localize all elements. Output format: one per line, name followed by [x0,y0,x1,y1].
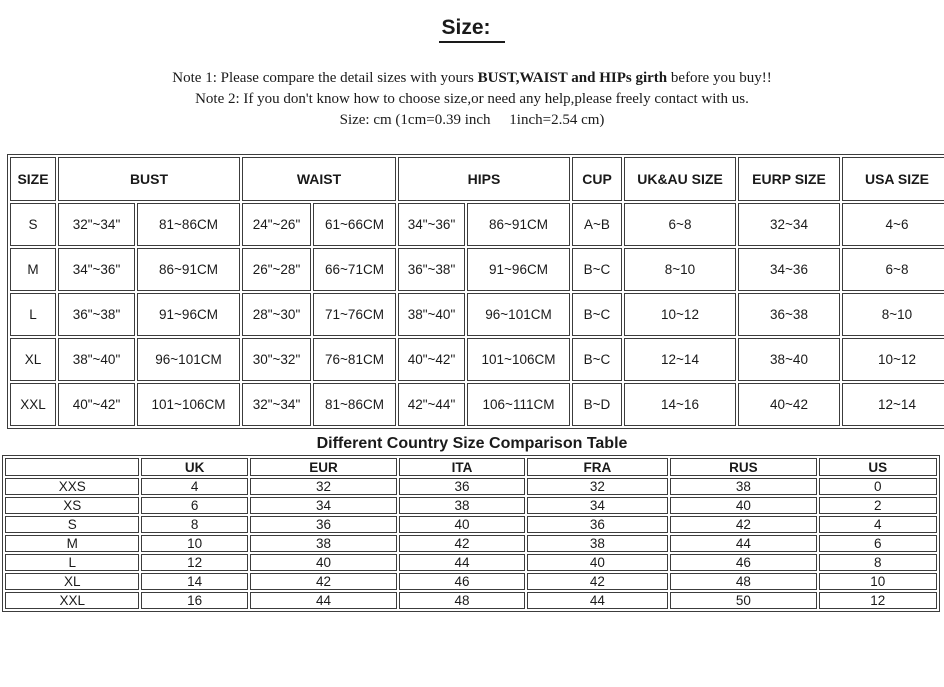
cell-ita: 40 [399,516,524,533]
cell-ita: 46 [399,573,524,590]
cell-rus: 40 [670,497,816,514]
cell-bust-cm: 86~91CM [137,248,240,291]
cell-bust-cm: 96~101CM [137,338,240,381]
cell-bust-cm: 91~96CM [137,293,240,336]
cell-ita: 36 [399,478,524,495]
cell-cup: B~C [572,248,622,291]
cell-hips-cm: 106~111CM [467,383,570,426]
cell-fra: 36 [527,516,668,533]
note-2: Note 2: If you don't know how to choose size,or need any help,please freely contact with us. [195,91,749,107]
cell-rus: 38 [670,478,816,495]
cell-waist-cm: 81~86CM [313,383,396,426]
cell-cup: B~D [572,383,622,426]
cell-waist-cm: 61~66CM [313,203,396,246]
cell-size-label: S [10,203,56,246]
cell-eur: 42 [250,573,397,590]
cell-eurp: 38~40 [738,338,840,381]
note-1-bold: BUST,WAIST and HIPs girth [477,70,668,86]
cell-waist-inch: 26"~28" [242,248,311,291]
header-eur: EUR [250,458,397,476]
note-1-prefix: Note 1: Please compare the detail sizes with yours [172,70,478,86]
cell-us: 12 [819,592,937,609]
header-ita: ITA [399,458,524,476]
table-row [10,203,944,246]
cell-ukau: 10~12 [624,293,736,336]
table-row [5,478,937,495]
cell-size-label: XL [5,573,139,590]
cell-usa: 4~6 [842,203,944,246]
cell-rus: 44 [670,535,816,552]
cell-bust-cm: 81~86CM [137,203,240,246]
cell-size-label: XXL [10,383,56,426]
cell-waist-cm: 71~76CM [313,293,396,336]
cell-ukau: 14~16 [624,383,736,426]
cell-bust-cm: 101~106CM [137,383,240,426]
header-cup: CUP [572,157,622,201]
cell-size-label: XXS [5,478,139,495]
cell-hips-cm: 96~101CM [467,293,570,336]
cell-rus: 50 [670,592,816,609]
cell-hips-cm: 91~96CM [467,248,570,291]
cell-fra: 44 [527,592,668,609]
cell-ita: 48 [399,592,524,609]
table-row [5,516,937,533]
cell-usa: 6~8 [842,248,944,291]
header-hips: HIPS [398,157,570,201]
cell-ita: 42 [399,535,524,552]
cell-fra: 34 [527,497,668,514]
note-units: Size: cm (1cm=0.39 inch 1inch=2.54 cm) [339,112,605,128]
header-rus: RUS [670,458,816,476]
cell-rus: 42 [670,516,816,533]
cell-size-label: XS [5,497,139,514]
header-blank [5,458,139,476]
table-row [10,293,944,336]
cell-hips-inch: 40"~42" [398,338,465,381]
table-row [5,497,937,514]
cell-eurp: 36~38 [738,293,840,336]
cell-eur: 36 [250,516,397,533]
cell-size-label: L [10,293,56,336]
cell-ukau: 8~10 [624,248,736,291]
cell-uk: 8 [141,516,247,533]
cell-uk: 16 [141,592,247,609]
cell-ita: 44 [399,554,524,571]
cell-hips-inch: 38"~40" [398,293,465,336]
cell-ukau: 12~14 [624,338,736,381]
size-table-header-row [10,157,944,201]
cell-ita: 38 [399,497,524,514]
cell-cup: A~B [572,203,622,246]
cell-waist-cm: 76~81CM [313,338,396,381]
cell-uk: 4 [141,478,247,495]
cell-bust-inch: 36"~38" [58,293,135,336]
cell-eur: 32 [250,478,397,495]
cell-eurp: 34~36 [738,248,840,291]
header-fra: FRA [527,458,668,476]
cell-fra: 40 [527,554,668,571]
cell-waist-inch: 30"~32" [242,338,311,381]
cell-usa: 10~12 [842,338,944,381]
cell-fra: 32 [527,478,668,495]
cell-size-label: M [10,248,56,291]
header-bust: BUST [58,157,240,201]
cell-rus: 46 [670,554,816,571]
cell-bust-inch: 34"~36" [58,248,135,291]
cell-fra: 38 [527,535,668,552]
header-eurp-size: EURP SIZE [738,157,840,201]
header-us: US [819,458,937,476]
cell-usa: 12~14 [842,383,944,426]
note-1-suffix: before you buy!! [667,70,772,86]
size-chart-page [0,16,944,612]
cell-hips-inch: 42"~44" [398,383,465,426]
cell-eur: 40 [250,554,397,571]
cell-eur: 38 [250,535,397,552]
cell-cup: B~C [572,293,622,336]
cell-waist-inch: 32"~34" [242,383,311,426]
cell-bust-inch: 38"~40" [58,338,135,381]
header-waist: WAIST [242,157,396,201]
cell-size-label: XL [10,338,56,381]
cell-hips-inch: 36"~38" [398,248,465,291]
cell-bust-inch: 32"~34" [58,203,135,246]
cell-rus: 48 [670,573,816,590]
cell-waist-inch: 28"~30" [242,293,311,336]
cell-us: 0 [819,478,937,495]
header-uk: UK [141,458,247,476]
cell-size-label: L [5,554,139,571]
cell-hips-inch: 34"~36" [398,203,465,246]
cell-size-label: M [5,535,139,552]
cell-hips-cm: 101~106CM [467,338,570,381]
cell-us: 8 [819,554,937,571]
cell-us: 6 [819,535,937,552]
page-title-text: Size: [439,16,504,43]
cell-us: 2 [819,497,937,514]
cell-us: 4 [819,516,937,533]
cell-uk: 10 [141,535,247,552]
cell-hips-cm: 86~91CM [467,203,570,246]
cell-uk: 6 [141,497,247,514]
table-row [10,383,944,426]
header-usa-size: USA SIZE [842,157,944,201]
comparison-table-title: Different Country Size Comparison Table [316,435,628,452]
notes-block [0,68,944,131]
cell-waist-inch: 24"~26" [242,203,311,246]
comparison-header-row [5,458,937,476]
cell-waist-cm: 66~71CM [313,248,396,291]
size-table [7,154,944,429]
cell-ukau: 6~8 [624,203,736,246]
cell-fra: 42 [527,573,668,590]
cell-eur: 44 [250,592,397,609]
page-title [0,16,944,43]
cell-size-label: XXL [5,592,139,609]
header-ukau-size: UK&AU SIZE [624,157,736,201]
cell-bust-inch: 40"~42" [58,383,135,426]
cell-uk: 12 [141,554,247,571]
cell-uk: 14 [141,573,247,590]
country-comparison-table [2,455,940,612]
cell-eurp: 32~34 [738,203,840,246]
cell-usa: 8~10 [842,293,944,336]
header-size: SIZE [10,157,56,201]
cell-eur: 34 [250,497,397,514]
table-row [10,338,944,381]
table-row [5,573,937,590]
cell-us: 10 [819,573,937,590]
cell-size-label: S [5,516,139,533]
table-row [10,248,944,291]
table-row [5,535,937,552]
note-1 [0,68,944,89]
table-row [5,554,937,571]
cell-cup: B~C [572,338,622,381]
table-row [5,592,937,609]
cell-eurp: 40~42 [738,383,840,426]
